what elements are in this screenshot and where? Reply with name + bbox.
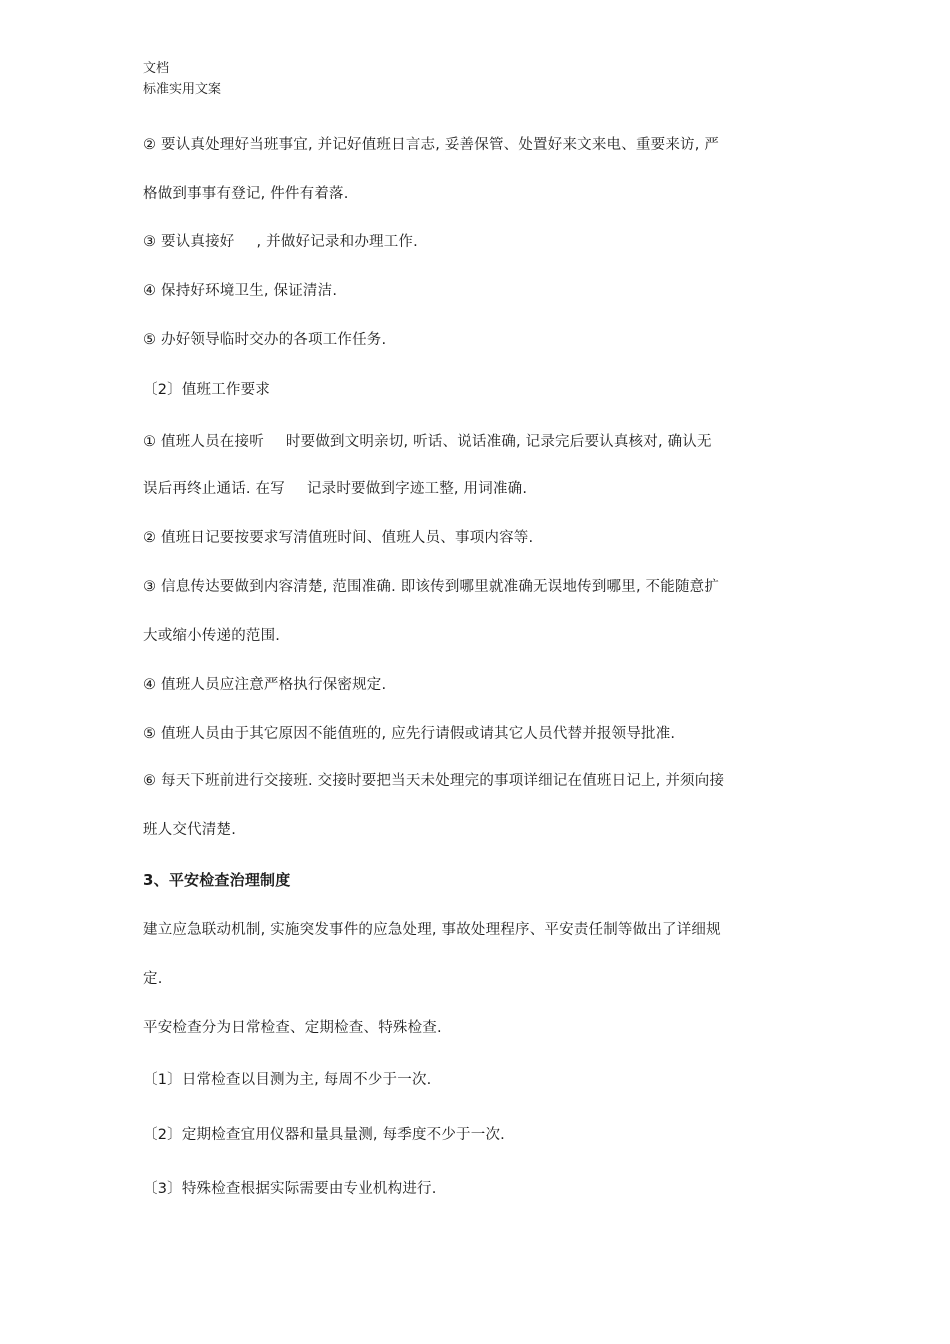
- text-fragment: 时要做到文明亲切, 听话、说话准确, 记录完后要认真核对, 确认无: [285, 434, 712, 450]
- text-fragment: 误后再终止通话. 在写: [143, 481, 285, 497]
- document-header: [143, 58, 221, 100]
- list-item: 〔3〕特殊检查根据实际需要由专业机构进行.: [143, 1181, 437, 1197]
- list-item: 〔1〕日常检查以目测为主, 每周不少于一次.: [143, 1072, 432, 1088]
- paragraph-line: 格做到事事有登记, 件件有着落.: [143, 186, 349, 202]
- text-fragment: 记录时要做到字迹工整, 用词准确.: [306, 481, 528, 497]
- paragraph-line: 大或缩小传递的范围.: [143, 628, 281, 644]
- paragraph-line: ② 要认真处理好当班事宜, 并记好值班日言志, 妥善保管、处置好来文来电、重要来访, 严: [143, 137, 720, 153]
- paragraph-line: 平安检查分为日常检查、定期检查、特殊检查.: [143, 1020, 442, 1036]
- paragraph-line: ④ 值班人员应注意严格执行保密规定.: [143, 677, 387, 693]
- paragraph-line: ④ 保持好环境卫生, 保证清洁.: [143, 283, 338, 299]
- section-heading: 3、平安检查治理制度: [143, 871, 291, 889]
- text-fragment: ③ 要认真接好: [143, 234, 235, 250]
- paragraph-line: [143, 477, 527, 498]
- header-subtitle: 标准实用文案: [143, 82, 222, 97]
- header-doc-label: 文档: [143, 61, 170, 76]
- text-fragment: ① 值班人员在接听: [143, 434, 264, 450]
- paragraph-line: [143, 430, 712, 451]
- text-fragment: , 并做好记录和办理工作.: [256, 234, 418, 250]
- paragraph-line: ② 值班日记要按要求写清值班时间、值班人员、事项内容等.: [143, 530, 534, 546]
- paragraph-line: 建立应急联动机制, 实施突发事件的应急处理, 事故处理程序、平安责任制等做出了详细规: [143, 922, 721, 938]
- paragraph-line: [143, 230, 418, 251]
- paragraph-line: ⑤ 办好领导临时交办的各项工作任务.: [143, 332, 387, 348]
- section-subheading: 〔2〕值班工作要求: [143, 382, 271, 398]
- paragraph-line: ③ 信息传达要做到内容清楚, 范围准确. 即该传到哪里就准确无误地传到哪里, 不能随意扩: [143, 579, 720, 595]
- paragraph-line: ⑤ 值班人员由于其它原因不能值班的, 应先行请假或请其它人员代替并报领导批准.: [143, 726, 676, 742]
- list-item: 〔2〕定期检查宜用仪器和量具量测, 每季度不少于一次.: [143, 1127, 505, 1143]
- paragraph-line: ⑥ 每天下班前进行交接班. 交接时要把当天未处理完的事项详细记在值班日记上, 并须向接: [143, 773, 725, 789]
- paragraph-line: 定.: [143, 971, 163, 987]
- paragraph-line: 班人交代清楚.: [143, 822, 237, 838]
